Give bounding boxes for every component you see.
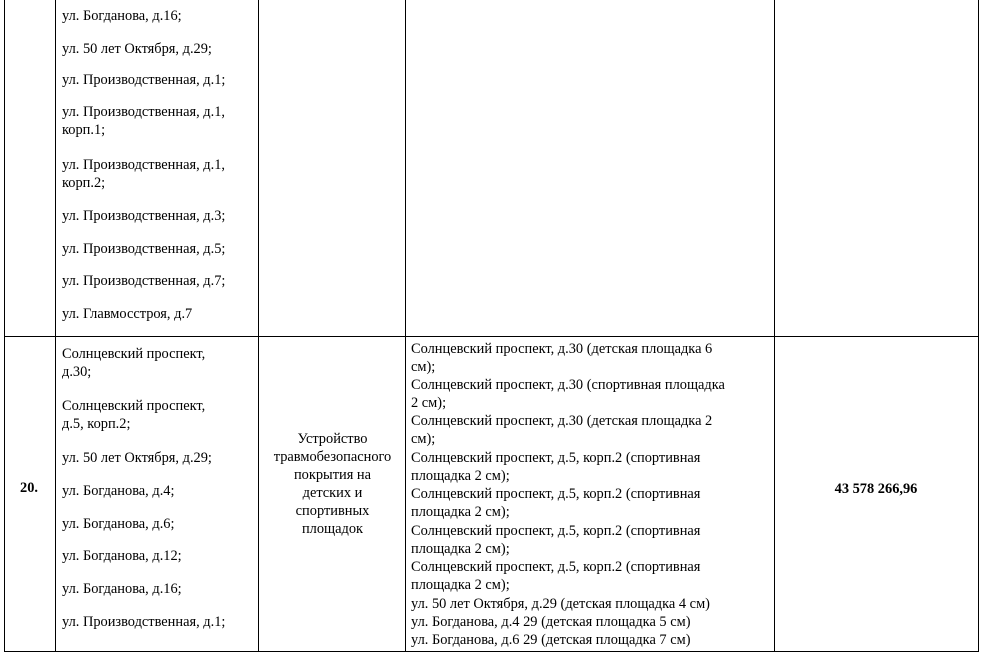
- address-line: ул. Богданова, д.6;: [62, 516, 175, 532]
- object-line: см);: [411, 359, 436, 375]
- work-type-line: площадок: [301, 521, 364, 537]
- address-line: ул. Производственная, д.1,: [62, 157, 225, 173]
- address-line: ул. Богданова, д.16;: [62, 581, 182, 597]
- address-line: ул. 50 лет Октября, д.29;: [62, 41, 212, 57]
- work-type-line: спортивных: [295, 503, 370, 519]
- object-line: площадка 2 см);: [411, 504, 510, 520]
- work-type-line: травмобезопасного: [273, 449, 392, 465]
- table-border-left: [4, 0, 5, 652]
- object-line: Солнцевский проспект, д.5, корп.2 (спортивная: [411, 486, 701, 502]
- address-line: корп.2;: [62, 175, 106, 191]
- object-line: Солнцевский проспект, д.30 (детская площадка 2: [411, 413, 713, 429]
- work-type-line: детских и: [302, 485, 363, 501]
- address-line: ул. Производственная, д.5;: [62, 241, 226, 257]
- object-line: ул. Богданова, д.4 29 (детская площадка 5 см): [411, 614, 691, 630]
- column-divider-2: [258, 0, 259, 652]
- table-border-bottom: [4, 651, 979, 652]
- address-line: ул. Богданова, д.4;: [62, 483, 175, 499]
- address-line: ул. Богданова, д.16;: [62, 8, 182, 24]
- work-type-line: Устройство: [297, 431, 368, 447]
- address-line: ул. Производственная, д.3;: [62, 208, 226, 224]
- address-line: ул. Производственная, д.1;: [62, 72, 226, 88]
- address-line: Солнцевский проспект,: [62, 346, 206, 362]
- address-line: ул. Главмосстроя, д.7: [62, 306, 193, 322]
- address-line: ул. 50 лет Октября, д.29;: [62, 450, 212, 466]
- object-line: площадка 2 см);: [411, 577, 510, 593]
- object-line: 2 см);: [411, 395, 447, 411]
- work-type-cell: [260, 430, 405, 538]
- object-line: Солнцевский проспект, д.30 (спортивная площадка: [411, 377, 725, 393]
- address-line: д.30;: [62, 364, 92, 380]
- column-divider-3: [405, 0, 406, 652]
- address-line: ул. Производственная, д.1,: [62, 104, 225, 120]
- column-divider-1: [55, 0, 56, 652]
- address-line: ул. Производственная, д.7;: [62, 273, 226, 289]
- object-line: Солнцевский проспект, д.5, корп.2 (спортивная: [411, 450, 701, 466]
- work-type-line: покрытия на: [293, 467, 372, 483]
- object-line: площадка 2 см);: [411, 541, 510, 557]
- object-line: площадка 2 см);: [411, 468, 510, 484]
- address-line: ул. Производственная, д.1;: [62, 614, 226, 630]
- object-line: Солнцевский проспект, д.5, корп.2 (спортивная: [411, 523, 701, 539]
- row-divider: [4, 336, 979, 337]
- table-border-right: [978, 0, 979, 652]
- address-line: корп.1;: [62, 122, 106, 138]
- address-line: Солнцевский проспект,: [62, 398, 206, 414]
- object-line: Солнцевский проспект, д.30 (детская площадка 6: [411, 341, 713, 357]
- object-line: ул. Богданова, д.6 29 (детская площадка 7 см): [411, 632, 691, 648]
- address-line: д.5, корп.2;: [62, 416, 131, 432]
- row-number: 20.: [20, 480, 38, 496]
- amount-value: 43 578 266,96: [834, 481, 918, 497]
- address-line: ул. Богданова, д.12;: [62, 548, 182, 564]
- column-divider-4: [774, 0, 775, 652]
- object-line: см);: [411, 431, 436, 447]
- object-line: ул. 50 лет Октября, д.29 (детская площадка 4 см): [411, 596, 710, 612]
- object-line: Солнцевский проспект, д.5, корп.2 (спортивная: [411, 559, 701, 575]
